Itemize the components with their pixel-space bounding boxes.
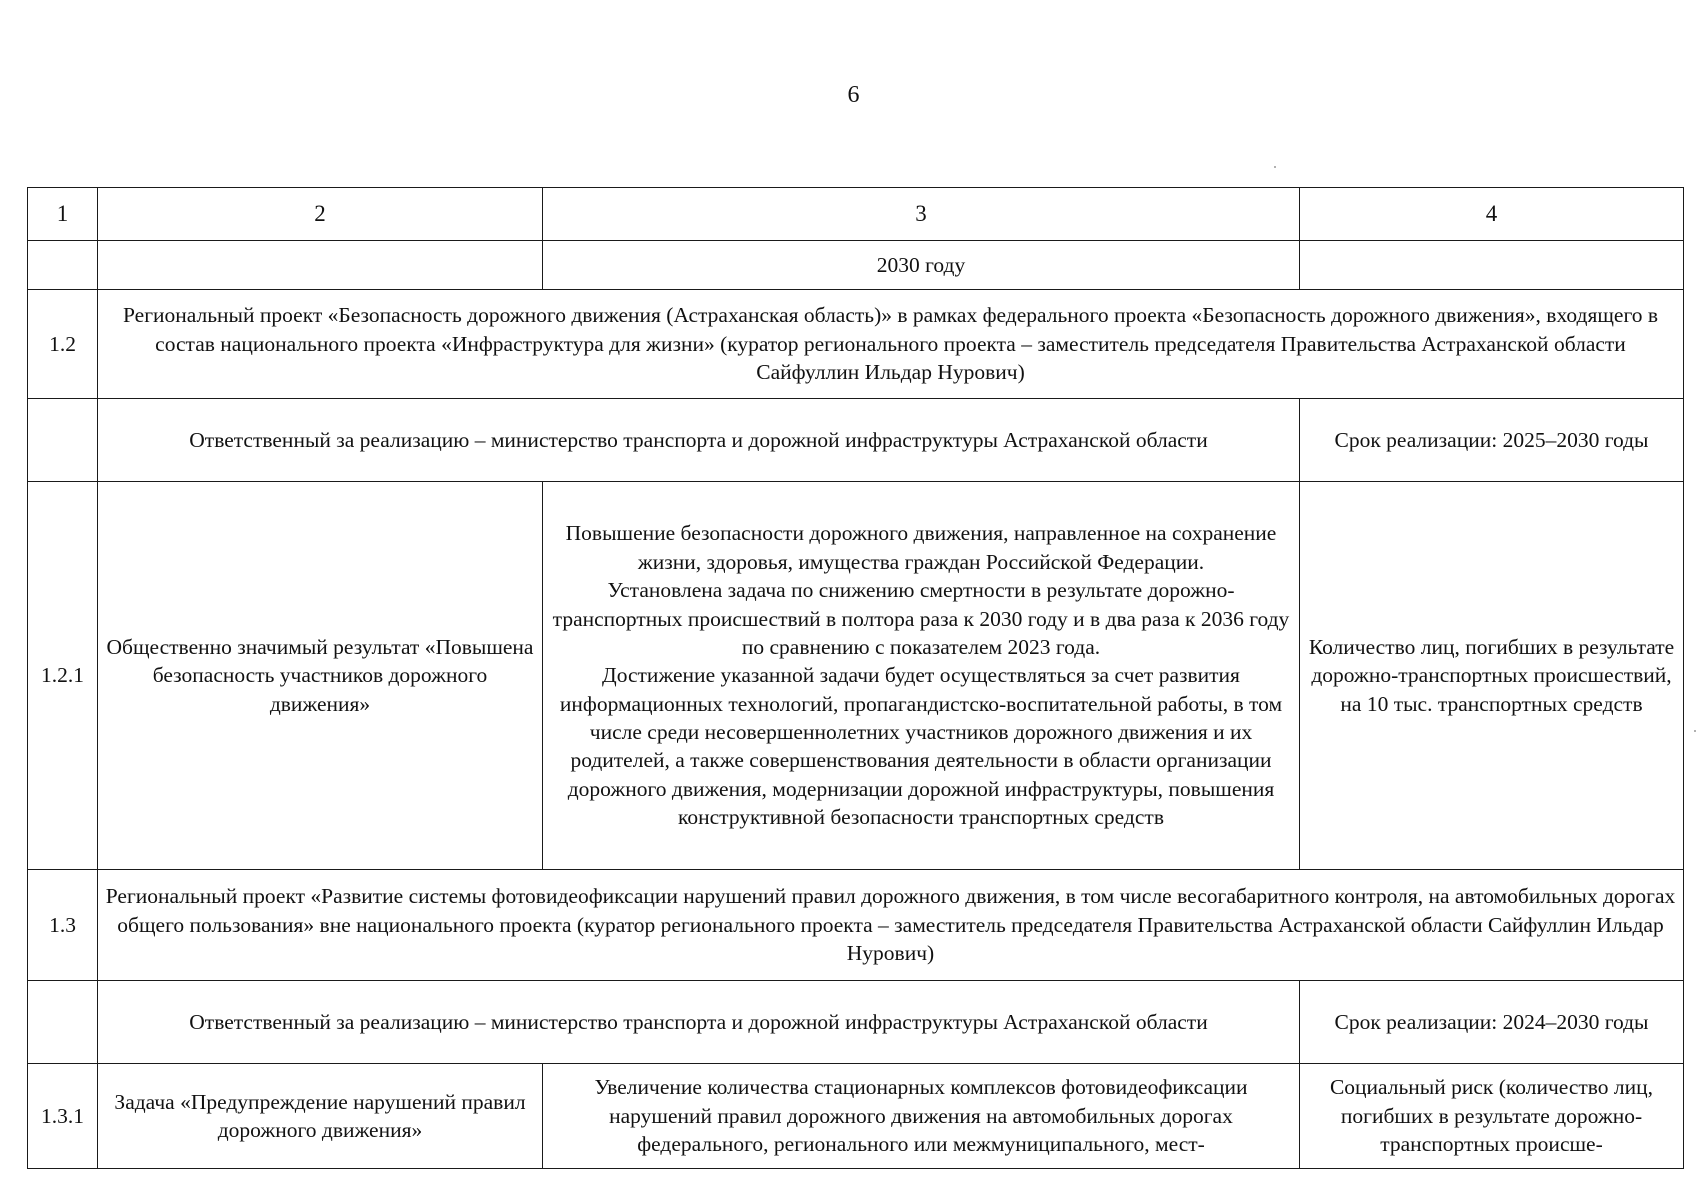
- header-col-1: 1: [28, 188, 98, 241]
- scan-speck: [1274, 166, 1276, 168]
- responsible-cell: Ответственный за реализацию – министерство транспорта и дорожной инфраструктуры Астраханской области: [98, 981, 1300, 1064]
- description-cell: [543, 482, 1300, 870]
- description-paragraph: Установлена задача по снижению смертности в результате дорожно-транспортных происшествий в полтора раза к 2030 году и в два раза к 2036 году по сравнению с показателем 2023 года.: [552, 578, 1290, 659]
- table-row: [28, 241, 1684, 290]
- project-title-cell: Региональный проект «Безопасность дорожного движения (Астраханская область)» в рамках федерального проекта «Безопасность дорожного движения», входящего в состав национального проекта «Инфраструктура для жизни» (куратор регионального проекта – заместитель председателя Правительства Астраханской области Сайфуллин Ильдар Нурович): [98, 290, 1684, 399]
- header-col-3: 3: [543, 188, 1300, 241]
- measures-table: [27, 187, 1684, 1169]
- responsible-cell: Ответственный за реализацию – министерство транспорта и дорожной инфраструктуры Астраханской области: [98, 399, 1300, 482]
- row-number: 1.2: [28, 290, 98, 399]
- description-paragraph: Достижение указанной задачи будет осуществляться за счет развития информационных технологий, пропагандистско-воспитательной работы, в том числе среди несовершеннолетних участников дорожного движения и их родителей, а также совершенствования деятельности в области организации дорожного движения, модернизации дорожной инфраструктуры, повышения конструктивной безопасности транспортных средств: [559, 663, 1283, 830]
- page-number: 6: [847, 82, 860, 108]
- empty-cell: [1300, 241, 1684, 290]
- table-row: [28, 399, 1684, 482]
- description-paragraph: Повышение безопасности дорожного движения, направленное на сохранение жизни, здоровья, имущества граждан Российской Федерации.: [565, 521, 1277, 574]
- table-row: [28, 870, 1684, 981]
- project-title-cell: Региональный проект «Развитие системы фотовидеофиксации нарушений правил дорожного движения, в том числе весогабаритного контроля, на автомобильных дорогах общего пользования» вне национального проекта (куратор регионального проекта – заместитель председателя Правительства Астраханской области Сайфуллин Ильдар Нурович): [98, 870, 1684, 981]
- description-cell: Увеличение количества стационарных комплексов фотовидеофиксации нарушений правил дорожного движения на автомобильных дорогах федерального, регионального или межмуниципального, мест-: [543, 1064, 1300, 1169]
- result-cell: Общественно значимый результат «Повышена безопасность участников дорожного движения»: [98, 482, 543, 870]
- table-row: [28, 1064, 1684, 1169]
- continuation-cell: 2030 году: [543, 241, 1300, 290]
- scan-speck: [1694, 730, 1696, 732]
- term-cell: Срок реализации: 2025–2030 годы: [1300, 399, 1684, 482]
- table-row: [28, 290, 1684, 399]
- term-cell: Срок реализации: 2024–2030 годы: [1300, 981, 1684, 1064]
- empty-cell: [28, 981, 98, 1064]
- indicator-cell: Социальный риск (количество лиц, погибших в результате дорожно-транспортных происше-: [1300, 1064, 1684, 1169]
- task-cell: Задача «Предупреждение нарушений правил дорожного движения»: [98, 1064, 543, 1169]
- row-number: 1.3: [28, 870, 98, 981]
- row-number: 1.3.1: [28, 1064, 98, 1169]
- table-header-row: [28, 188, 1684, 241]
- indicator-cell: Количество лиц, погибших в результате дорожно-транспортных происшествий, на 10 тыс. транспортных средств: [1300, 482, 1684, 870]
- table-row: [28, 981, 1684, 1064]
- header-col-2: 2: [98, 188, 543, 241]
- empty-cell: [28, 399, 98, 482]
- empty-cell: [98, 241, 543, 290]
- row-number: 1.2.1: [28, 482, 98, 870]
- table-row: [28, 482, 1684, 870]
- empty-cell: [28, 241, 98, 290]
- header-col-4: 4: [1300, 188, 1684, 241]
